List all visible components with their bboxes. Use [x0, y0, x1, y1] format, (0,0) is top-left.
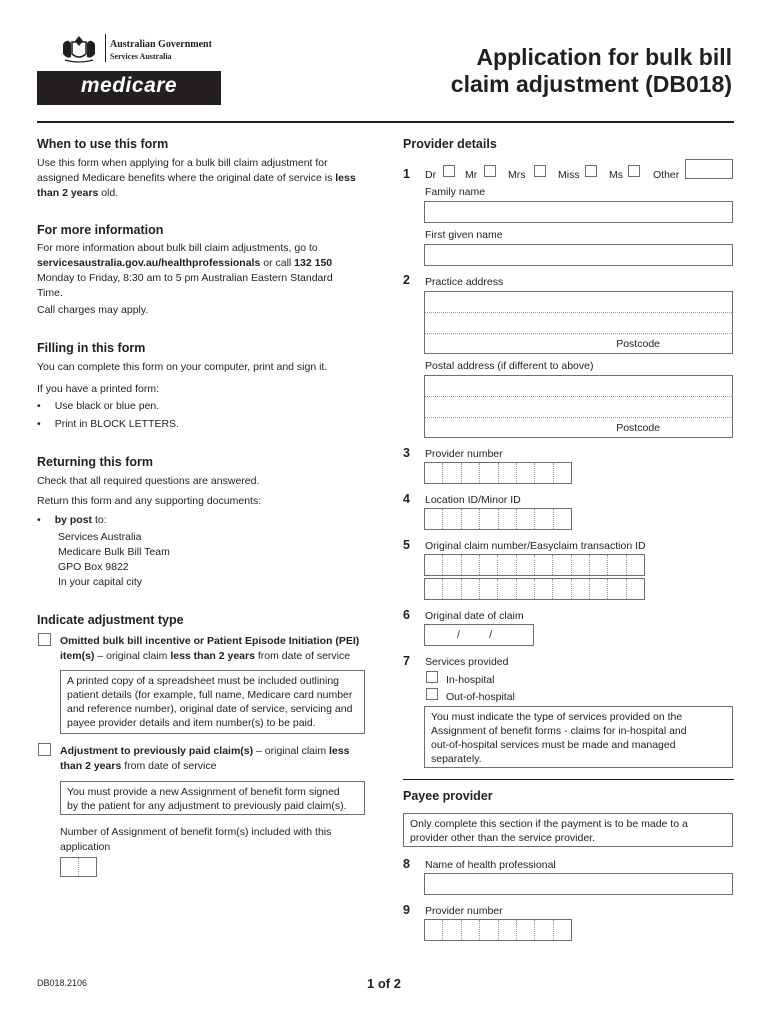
question-3-number: 3: [403, 446, 410, 460]
omitted-option-line-2: item(s) – original claim less than 2 years from date of service: [60, 650, 351, 662]
filling-text-2: If you have a printed form:: [37, 383, 159, 395]
gov-name: Australian Government: [110, 39, 212, 50]
location-id-label: Location ID/Minor ID: [425, 494, 521, 506]
services-note: You must indicate the type of services provided on the Assignment of benefit forms - claims for in-hospital and out-of-hospital services must be made and managed separately.: [424, 706, 733, 768]
provider-heading: Provider details: [403, 137, 497, 151]
adjust-heading: Indicate adjustment type: [37, 613, 184, 627]
when-text-1: Use this form when applying for a bulk bill claim adjustment for: [37, 157, 328, 169]
payee-divider: [403, 779, 734, 780]
payee-heading: Payee provider: [403, 789, 493, 803]
payee-provider-number-input[interactable]: [424, 919, 572, 941]
when-text-2: assigned Medicare benefits where the original date of service is less: [37, 172, 356, 184]
omitted-incentive-checkbox[interactable]: [38, 633, 51, 646]
address-line-2: Medicare Bulk Bill Team: [58, 546, 170, 558]
more-text-3: Monday to Friday, 8:30 am to 5 pm Australian Eastern Standard: [37, 272, 333, 284]
postal-postcode-label: Postcode: [616, 422, 660, 434]
filling-text-1: You can complete this form on your computer, print and sign it.: [37, 361, 328, 373]
header-divider: [37, 121, 734, 123]
more-heading: For more information: [37, 223, 164, 237]
logo-block: [37, 30, 222, 105]
given-name-input[interactable]: [424, 244, 733, 266]
help-link[interactable]: servicesaustralia.gov.au/healthprofessionals: [37, 257, 261, 269]
when-text-3: than 2 years old.: [37, 187, 119, 199]
address-line-1: Services Australia: [58, 531, 142, 543]
title-dr-label: Dr: [425, 169, 437, 181]
question-1-number: 1: [403, 167, 410, 181]
title-mrs-checkbox[interactable]: [534, 165, 546, 177]
when-heading: When to use this form: [37, 137, 169, 151]
question-2-number: 2: [403, 273, 410, 287]
practice-address-label: Practice address: [425, 276, 504, 288]
medicare-logo: medicare: [80, 74, 178, 97]
more-text-5: Call charges may apply.: [37, 304, 149, 316]
returning-bullet: • by post to:: [37, 514, 107, 526]
family-name-input[interactable]: [424, 201, 733, 223]
location-id-input[interactable]: [424, 508, 572, 530]
provider-number-label: Provider number: [425, 448, 503, 460]
coat-of-arms-icon: [59, 32, 99, 64]
postal-address-label: Postal address (if different to above): [425, 360, 594, 372]
title-mr-checkbox[interactable]: [484, 165, 496, 177]
in-hospital-label: In-hospital: [446, 674, 495, 686]
assignment-note: You must provide a new Assignment of benefit form signed by the patient for any adjustment to previously paid claim(s).: [60, 781, 365, 815]
more-text-1: For more information about bulk bill claim adjustments, go to: [37, 242, 318, 254]
address-line-3: GPO Box 9822: [58, 561, 129, 573]
count-label-1: Number of Assignment of benefit form(s) included with this: [60, 826, 332, 838]
returning-text-2: Return this form and any supporting documents:: [37, 495, 262, 507]
more-text-4: Time.: [37, 287, 63, 299]
assignment-count-input[interactable]: [60, 857, 97, 877]
filling-heading: Filling in this form: [37, 341, 146, 355]
claim-number-input-1[interactable]: [424, 554, 645, 576]
question-9-number: 9: [403, 903, 410, 917]
title-miss-label: Miss: [558, 169, 580, 181]
title-line-1: Application for bulk bill: [476, 44, 732, 70]
footer-code: DB018.2106: [37, 978, 88, 988]
title-mr-label: Mr: [465, 169, 478, 181]
title-miss-checkbox[interactable]: [585, 165, 597, 177]
provider-number-input[interactable]: [424, 462, 572, 484]
returning-heading: Returning this form: [37, 455, 153, 469]
spreadsheet-note: A printed copy of a spreadsheet must be included outlining patient details (for example, full name, Medicare card number and reference number), original date of service, servicing and payee provider details and item number(s) to be paid.: [60, 670, 365, 734]
question-7-number: 7: [403, 654, 410, 668]
question-8-number: 8: [403, 857, 410, 871]
out-of-hospital-label: Out-of-hospital: [446, 691, 515, 703]
omitted-option-line-1: Omitted bulk bill incentive or Patient Episode Initiation (PEI): [60, 635, 360, 647]
family-name-label: Family name: [425, 186, 486, 198]
payee-provider-number-label: Provider number: [425, 905, 503, 917]
given-name-label: First given name: [425, 229, 503, 241]
title-mrs-label: Mrs: [508, 169, 526, 181]
title-dr-checkbox[interactable]: [443, 165, 455, 177]
page-number: 1 of 2: [367, 976, 401, 991]
practice-postcode-label: Postcode: [616, 338, 660, 350]
health-professional-input[interactable]: [424, 873, 733, 895]
previously-paid-line-1: Adjustment to previously paid claim(s) – original claim less: [60, 745, 350, 757]
title-ms-label: Ms: [609, 169, 623, 181]
previously-paid-line-2: than 2 years from date of service: [60, 760, 217, 772]
in-hospital-checkbox[interactable]: [426, 671, 438, 683]
more-text-2: servicesaustralia.gov.au/healthprofessionals or call 132 150: [37, 257, 333, 269]
claim-date-input[interactable]: [424, 624, 534, 646]
question-6-number: 6: [403, 608, 410, 622]
claim-number-label: Original claim number/Easyclaim transaction ID: [425, 540, 646, 552]
filling-bullet-1: • Use black or blue pen.: [37, 400, 160, 412]
claim-number-input-2[interactable]: [424, 578, 645, 600]
title-other-label: Other: [653, 169, 680, 181]
title-line-2: claim adjustment (DB018): [450, 71, 732, 97]
title-other-input[interactable]: [685, 159, 733, 179]
postal-address-input[interactable]: [424, 375, 733, 438]
health-professional-label: Name of health professional: [425, 859, 556, 871]
filling-bullet-2: • Print in BLOCK LETTERS.: [37, 418, 179, 430]
practice-address-input[interactable]: [424, 291, 733, 354]
previously-paid-checkbox[interactable]: [38, 743, 51, 756]
returning-text-1: Check that all required questions are answered.: [37, 475, 260, 487]
form-code: (DB018): [645, 71, 732, 97]
question-5-number: 5: [403, 538, 410, 552]
date-separators: / /: [457, 629, 493, 641]
agency-name: Services Australia: [110, 52, 172, 61]
question-4-number: 4: [403, 492, 410, 506]
out-of-hospital-checkbox[interactable]: [426, 688, 438, 700]
payee-note: Only complete this section if the payment is to be made to a provider other than the service provider.: [403, 813, 733, 847]
address-line-4: In your capital city: [58, 576, 143, 588]
form-title: [451, 44, 732, 98]
count-label-2: application: [60, 841, 111, 853]
services-provided-label: Services provided: [425, 656, 509, 668]
claim-date-label: Original date of claim: [425, 610, 524, 622]
title-ms-checkbox[interactable]: [628, 165, 640, 177]
